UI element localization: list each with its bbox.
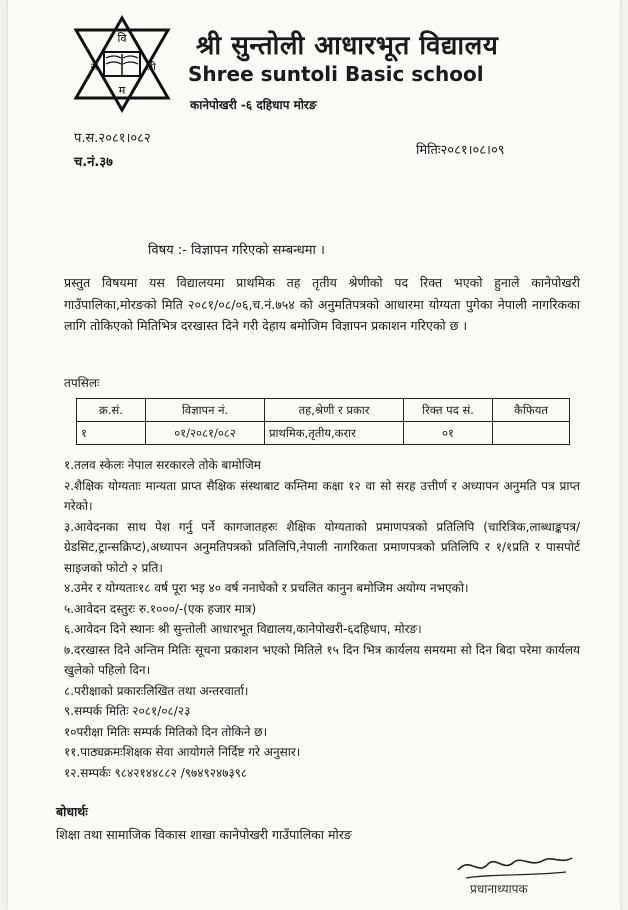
school-name-english: Shree suntoli Basic school	[188, 62, 484, 86]
condition-item: ४.उमेर र योग्यताः१८ वर्ष पूरा भइ ४० वर्ष ननाघेको र प्रचलित कानुन बमोजिम अयोग्य नभएको।	[64, 581, 469, 595]
col-header-remarks: कैफियत	[493, 399, 570, 422]
dispatch-number: च.नं.३७	[74, 155, 113, 170]
signatory-title: प्रधानाध्यापक	[470, 882, 528, 896]
subject-line: विषय :- विज्ञापन गरिएको सम्बन्धमा ।	[148, 243, 325, 258]
col-header-sn: क्र.सं.	[77, 399, 146, 422]
cc-recipient: शिक्षा तथा सामाजिक विकास शाखा कानेपोखरी गाउँपालिका मोरङ	[56, 827, 352, 842]
condition-item: ३.आवेदनका साथ पेश गर्नु पर्ने कागजातहरुः शैक्षिक योग्यताको प्रमाणपत्रको प्रतिलिपि (चारित्रिक,लाब्धाङ्कपत्र/ग्रेडसिट,ट्रान्सक्रिप्ट),अध्यापन अनुमतिपत्रको प्रतिलिपि,नेपाली नागरिकता प्रमाणपत्रको प्रतिलिपि र १/१प्रति र पासपोर्ट साइजको फोटो २ प्रति।	[64, 519, 580, 575]
condition-item: १.तलव स्केलः नेपाल सरकारले तोके बामोजिम	[64, 458, 261, 472]
logo-text-bottom: म	[118, 84, 126, 97]
reference-number: प.स.२०८१।०८२	[74, 131, 151, 146]
condition-item: १२.सम्पर्कः ९८४२१४४८८२ /९७४९२४७३९८	[64, 765, 248, 780]
condition-item: २.शैक्षिक योग्यताः मान्यता प्राप्त सैक्षिक संस्थाबाट कम्तिमा कक्षा १२ वा सो सरह उत्तीर्ण र अध्यापन अनुमति पत्र प्राप्त गरेको।	[64, 478, 580, 513]
school-address: कानेपोखरी -६ दहिधाप मोरङ	[190, 98, 317, 112]
condition-item: ११.पाठ्यक्रमःशिक्षक सेवा आयोगले निर्दिष्ट गरे अनुसार।	[64, 745, 301, 759]
logo-text-top: वि	[117, 32, 127, 45]
logo-text-left: रा	[90, 62, 98, 73]
cc-label: बोधार्थः	[56, 804, 88, 819]
cell-ad-no: ०१/२०८१/०८२	[146, 422, 265, 445]
condition-item: ७.दरखास्त दिने अन्तिम मितिः सूचना प्रकाशन भएको मितिले १५ दिन भित्र कार्यलय समयमा सो दिन बिदा परेमा कार्यलय खुलेको पहिलो दिन।	[64, 642, 580, 677]
vacancy-table	[76, 398, 570, 445]
letter-date: मितिः२०८१।०८।०९	[416, 143, 505, 158]
signature-image	[448, 846, 588, 910]
cell-remarks	[493, 422, 570, 445]
condition-item: ८.परीक्षाको प्रकारःलिखित तथा अन्तरवार्ता।	[64, 683, 249, 698]
intro-paragraph: प्रस्तुत विषयमा यस विद्यालयमा प्राथमिक तह तृतीय श्रेणीको पद रिक्त भएको हुनाले कानेपोखरी गाउँपालिका,मोरङको मिति २०८१/०८/०६,च.नं.७५४ को अनुमतिपत्रको आधारमा योग्यता पुगेका नेपाली नागरिकका लागि तोकिएको मितिभित्र दरखास्त दिने गरी देहाय बमोजिम विज्ञापन प्रकाशन गरिएको छ ।	[64, 275, 580, 333]
condition-item: ५.आवेदन दस्तुरः रु.१०००/-(एक हजार मात्र)	[64, 601, 257, 616]
school-logo-icon	[72, 14, 172, 114]
table-row	[77, 422, 570, 445]
cell-sn: १	[77, 422, 146, 445]
condition-item: ९.सम्पर्क मितिः २०८१/०८/२३	[64, 704, 191, 718]
conditions-list	[64, 455, 580, 783]
letter-page	[8, 0, 620, 910]
col-header-ad-no: विज्ञापन नं.	[146, 399, 265, 422]
logo-text-right: ली	[146, 62, 156, 73]
cell-posts: ०१	[404, 422, 493, 445]
condition-item: १०परीक्षा मितिः सम्पर्क मितिको दिन तोकिने छ।	[64, 724, 268, 739]
school-name-nepali: श्री सुन्तोली आधारभूत विद्यालय	[196, 31, 499, 61]
table-header-row	[77, 399, 570, 422]
col-header-posts: रिक्त पद सं.	[404, 399, 493, 422]
col-header-level: तह,श्रेणी र प्रकार	[265, 399, 404, 422]
condition-item: ६.आवेदन दिने स्थानः श्री सुन्तोली आधारभूत विद्यालय,कानेपोखरी-६दहिधाप, मोरङ।	[64, 622, 422, 636]
cell-level: प्राथमिक,तृतीय,करार	[265, 422, 404, 445]
details-label: तपसिलः	[64, 376, 100, 390]
